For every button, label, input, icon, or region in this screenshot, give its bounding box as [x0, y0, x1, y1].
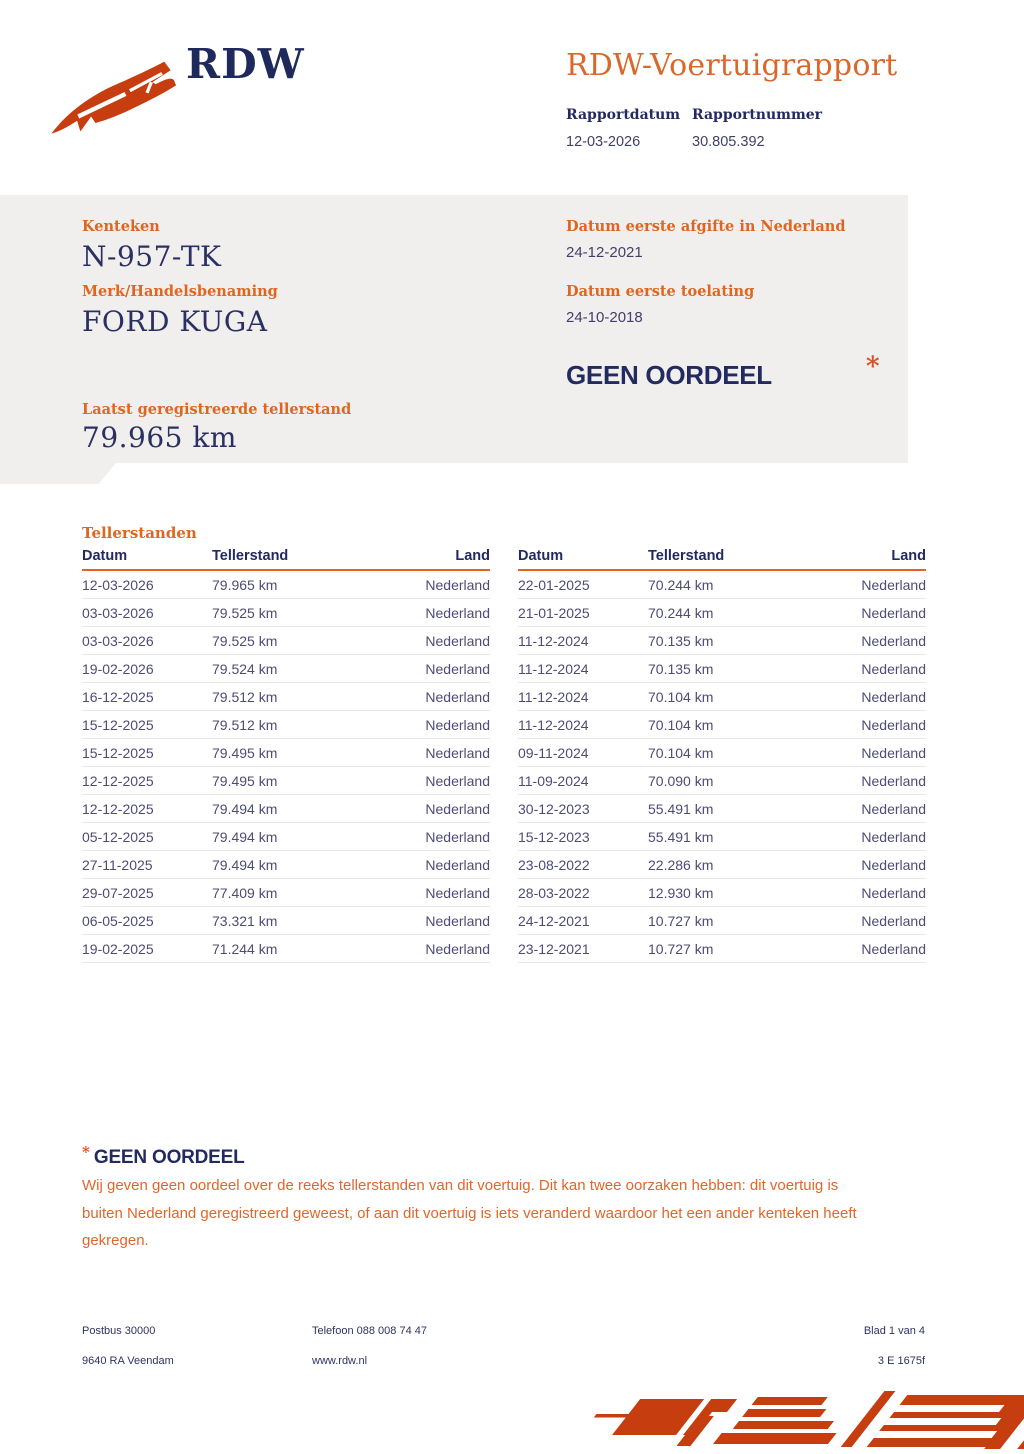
datum-cell: 27-11-2025	[82, 851, 212, 879]
tellerstand-cell: 79.494 km	[212, 851, 370, 879]
datum-cell: 12-12-2025	[82, 795, 212, 823]
tellerstand-cell: 79.494 km	[212, 795, 370, 823]
panel-corner-tab	[0, 463, 116, 484]
table-row	[518, 739, 926, 767]
table-row	[82, 599, 490, 627]
datum-cell: 03-03-2026	[82, 627, 212, 655]
table-row	[518, 823, 926, 851]
footer-website: www.rdw.nl	[312, 1355, 368, 1367]
table-row	[518, 935, 926, 963]
table-row	[518, 627, 926, 655]
tellerstand-cell: 79.524 km	[212, 655, 370, 683]
odometer-table-left	[82, 548, 490, 963]
table-row	[518, 683, 926, 711]
datum-cell: 15-12-2025	[82, 711, 212, 739]
datum-cell: 30-12-2023	[518, 795, 648, 823]
datum-cell: 11-12-2024	[518, 655, 648, 683]
table-row	[82, 767, 490, 795]
table-row	[518, 711, 926, 739]
datum-cell: 09-11-2024	[518, 739, 648, 767]
land-cell: Nederland	[370, 823, 490, 851]
rdw-logo-text: RDW	[186, 40, 305, 88]
page-title: RDW-Voertuigrapport	[566, 48, 898, 83]
table-row	[82, 851, 490, 879]
report-date-label: Rapportdatum	[566, 107, 681, 123]
note-asterisk: *	[82, 1143, 90, 1161]
datum-cell: 22-01-2025	[518, 570, 648, 599]
land-cell: Nederland	[370, 767, 490, 795]
datum-cell: 12-12-2025	[82, 767, 212, 795]
afgifte-value: 24-12-2021	[566, 244, 643, 261]
table-row	[82, 795, 490, 823]
tellerstand-cell: 70.104 km	[648, 739, 806, 767]
land-cell: Nederland	[806, 767, 926, 795]
table-row	[518, 907, 926, 935]
speed-stripes-icon	[564, 1389, 1024, 1449]
datum-cell: 23-12-2021	[518, 935, 648, 963]
table-row	[518, 879, 926, 907]
datum-cell: 11-12-2024	[518, 627, 648, 655]
land-cell: Nederland	[370, 795, 490, 823]
land-cell: Nederland	[370, 570, 490, 599]
land-cell: Nederland	[370, 851, 490, 879]
col-header-datum: Datum	[518, 548, 648, 570]
land-cell: Nederland	[806, 739, 926, 767]
table-row	[518, 570, 926, 599]
land-cell: Nederland	[806, 879, 926, 907]
footer-page-number: Blad 1 van 4	[863, 1325, 925, 1337]
tellerstand-cell: 22.286 km	[648, 851, 806, 879]
table-row	[82, 711, 490, 739]
land-cell: Nederland	[806, 851, 926, 879]
tellerstand-cell: 10.727 km	[648, 935, 806, 963]
table-row	[82, 739, 490, 767]
kenteken-label: Kenteken	[82, 218, 160, 235]
report-number-value: 30.805.392	[692, 134, 765, 150]
datum-cell: 05-12-2025	[82, 823, 212, 851]
land-cell: Nederland	[370, 739, 490, 767]
land-cell: Nederland	[806, 627, 926, 655]
col-header-land: Land	[806, 548, 926, 570]
col-header-datum: Datum	[82, 548, 212, 570]
tellerstand-cell: 79.494 km	[212, 823, 370, 851]
col-header-tellerstand: Tellerstand	[212, 548, 370, 570]
tellerstand-cell: 73.321 km	[212, 907, 370, 935]
tellerstand-cell: 79.495 km	[212, 739, 370, 767]
footer-postbus: Postbus 30000	[82, 1325, 156, 1337]
datum-cell: 11-09-2024	[518, 767, 648, 795]
table-row	[518, 767, 926, 795]
toelating-value: 24-10-2018	[566, 309, 643, 326]
tellerstand-cell: 70.104 km	[648, 683, 806, 711]
footer-city: 9640 RA Veendam	[82, 1355, 174, 1367]
datum-cell: 06-05-2025	[82, 907, 212, 935]
tellerstand-cell: 70.090 km	[648, 767, 806, 795]
tellerstand-cell: 79.525 km	[212, 599, 370, 627]
note-title-row	[82, 1143, 245, 1169]
table-row	[82, 879, 490, 907]
tellerstand-cell: 70.104 km	[648, 711, 806, 739]
datum-cell: 19-02-2026	[82, 655, 212, 683]
table-row	[82, 570, 490, 599]
land-cell: Nederland	[806, 655, 926, 683]
datum-cell: 11-12-2024	[518, 683, 648, 711]
table-header-row	[518, 548, 926, 570]
tellerstand-label: Laatst geregistreerde tellerstand	[82, 401, 352, 418]
land-cell: Nederland	[370, 683, 490, 711]
report-date-value: 12-03-2026	[566, 134, 641, 150]
verdict-text: GEEN OORDEEL	[566, 360, 772, 390]
land-cell: Nederland	[806, 711, 926, 739]
rdw-logo-swoosh-icon	[48, 52, 188, 138]
land-cell: Nederland	[370, 935, 490, 963]
tellerstand-cell: 70.244 km	[648, 570, 806, 599]
tellerstand-cell: 79.512 km	[212, 711, 370, 739]
tellerstand-cell: 70.244 km	[648, 599, 806, 627]
land-cell: Nederland	[806, 599, 926, 627]
table-row	[82, 683, 490, 711]
table-row	[518, 655, 926, 683]
tellerstand-cell: 10.727 km	[648, 907, 806, 935]
tellerstanden-section-title: Tellerstanden	[82, 524, 197, 542]
table-row	[82, 627, 490, 655]
footer-phone: Telefoon 088 008 74 47	[312, 1325, 427, 1337]
table-row	[82, 823, 490, 851]
datum-cell: 15-12-2025	[82, 739, 212, 767]
merk-label: Merk/Handelsbenaming	[82, 283, 278, 300]
odometer-table-right	[518, 548, 926, 963]
land-cell: Nederland	[806, 935, 926, 963]
land-cell: Nederland	[370, 627, 490, 655]
datum-cell: 23-08-2022	[518, 851, 648, 879]
tellerstand-cell: 70.135 km	[648, 655, 806, 683]
note-title: GEEN OORDEEL	[93, 1147, 245, 1168]
kenteken-value: N-957-TK	[82, 240, 222, 273]
table-row	[82, 935, 490, 963]
col-header-land: Land	[370, 548, 490, 570]
datum-cell: 03-03-2026	[82, 599, 212, 627]
verdict-asterisk: *	[866, 352, 880, 382]
datum-cell: 24-12-2021	[518, 907, 648, 935]
table-header-row	[82, 548, 490, 570]
land-cell: Nederland	[806, 823, 926, 851]
tellerstand-cell: 55.491 km	[648, 823, 806, 851]
note-body: Wij geven geen oordeel over de reeks tellerstanden van dit voertuig. Dit kan twee oorzaken hebben: dit voertuig is buiten Nederland geregistreerd geweest, of aan dit voertuig is iets veranderd waardoor het een ander kenteken heeft gekregen.	[82, 1177, 857, 1249]
tellerstand-cell: 70.135 km	[648, 627, 806, 655]
report-number-label: Rapportnummer	[692, 107, 823, 123]
land-cell: Nederland	[806, 795, 926, 823]
land-cell: Nederland	[806, 570, 926, 599]
datum-cell: 19-02-2025	[82, 935, 212, 963]
afgifte-label: Datum eerste afgifte in Nederland	[566, 218, 846, 235]
tellerstand-cell: 79.495 km	[212, 767, 370, 795]
tellerstand-cell: 55.491 km	[648, 795, 806, 823]
land-cell: Nederland	[806, 683, 926, 711]
land-cell: Nederland	[370, 879, 490, 907]
datum-cell: 16-12-2025	[82, 683, 212, 711]
table-row	[518, 795, 926, 823]
land-cell: Nederland	[806, 907, 926, 935]
datum-cell: 11-12-2024	[518, 711, 648, 739]
table-row	[518, 599, 926, 627]
datum-cell: 28-03-2022	[518, 879, 648, 907]
land-cell: Nederland	[370, 711, 490, 739]
tellerstand-cell: 79.965 km	[212, 570, 370, 599]
footer-form-code: 3 E 1675f	[877, 1355, 925, 1367]
datum-cell: 21-01-2025	[518, 599, 648, 627]
land-cell: Nederland	[370, 655, 490, 683]
tellerstand-cell: 77.409 km	[212, 879, 370, 907]
col-header-tellerstand: Tellerstand	[648, 548, 806, 570]
table-row	[82, 907, 490, 935]
datum-cell: 15-12-2023	[518, 823, 648, 851]
tellerstand-value: 79.965 km	[82, 421, 237, 454]
merk-value: FORD KUGA	[82, 305, 268, 338]
datum-cell: 29-07-2025	[82, 879, 212, 907]
tellerstand-cell: 79.525 km	[212, 627, 370, 655]
tellerstand-cell: 79.512 km	[212, 683, 370, 711]
table-row	[518, 851, 926, 879]
tellerstand-cell: 12.930 km	[648, 879, 806, 907]
toelating-label: Datum eerste toelating	[566, 283, 755, 300]
datum-cell: 12-03-2026	[82, 570, 212, 599]
land-cell: Nederland	[370, 907, 490, 935]
tellerstand-cell: 71.244 km	[212, 935, 370, 963]
table-row	[82, 655, 490, 683]
land-cell: Nederland	[370, 599, 490, 627]
